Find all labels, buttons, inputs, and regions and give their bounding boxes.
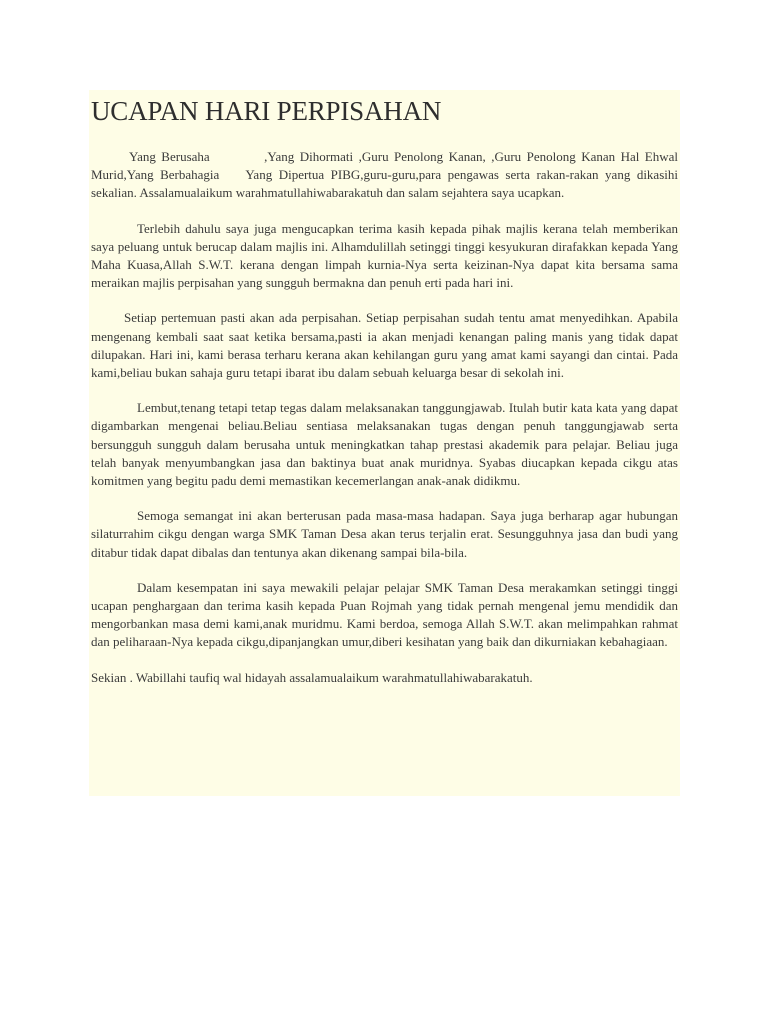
paragraph-greeting: Yang Berusaha ,Yang Dihormati ,Guru Penolong Kanan, ,Guru Penolong Kanan Hal Ehwal Murid,Yang Berbahagia Yang Dipertua PIBG,guru-guru,para pengawas serta rakan-rakan yang dikasihi sekalian. Assalamualaikum warahmatullahiwabarakatuh dan salam sejahtera saya ucapkan. xyxy=(91,149,678,201)
paragraph-closing: Sekian . Wabillahi taufiq wal hidayah assalamualaikum warahmatullahiwabarakatuh. xyxy=(91,669,533,685)
paragraph-praise: Lembut,tenang tetapi tetap tegas dalam melaksanakan tanggungjawab. Itulah butir kata kata yang dapat digambarkan mengenai beliau.Beliau sentiasa melaksanakan tugas dengan penuh tanggungjawab serta bersungguh sungguh dalam berusaha untuk meningkatkan tahap prestasi akademik para pelajar. Beliau juga telah banyak menyumbangkan jasa dan baktinya buat anak muridnya. Syabas diucapkan kepada cikgu atas komitmen yang begitu padu demi memastikan kecemerlangan anak-anak didikmu. xyxy=(91,400,678,489)
paragraph-farewell: Setiap pertemuan pasti akan ada perpisahan. Setiap perpisahan sudah tentu amat menyedihkan. Apabila mengenang kembali saat saat ketika bersama,pasti ia akan menjadi kenangan paling manis yang tidak dapat dilupakan. Hari ini, kami berasa terharu kerana akan kehilangan guru yang amat kami sayangi dan cintai. Pada kami,beliau bukan sahaja guru tetapi ibarat ibu dalam sebuah keluarga besar di sekolah ini. xyxy=(91,310,678,381)
document-title: UCAPAN HARI PERPISAHAN xyxy=(91,96,442,126)
paragraph-appreciation: Dalam kesempatan ini saya mewakili pelajar pelajar SMK Taman Desa merakamkan setinggi tinggi ucapan penghargaan dan terima kasih kepada Puan Rojmah yang tidak pernah mengenal jemu mendidik dan mengorbankan masa demi kami,anak muridmu. Kami berdoa, semoga Allah S.W.T. akan melimpahkan rahmat dan peliharaan-Nya kepada cikgu,dipanjangkan umur,diberi kesihatan yang baik dan dikurniakan kebahagiaan. xyxy=(91,579,678,650)
paragraph-thanks: Terlebih dahulu saya juga mengucapkan terima kasih kepada pihak majlis kerana telah memberikan saya peluang untuk berucap dalam majlis ini. Alhamdulillah setinggi tinggi kesyukuran dirafakkan kepada Yang Maha Kuasa,Allah S.W.T. kerana dengan limpah kurnia-Nya serta keizinan-Nya dapat kita bersama sama meraikan majlis perpisahan yang sungguh bermakna dan penuh erti pada hari ini. xyxy=(91,220,678,291)
paragraph-hope: Semoga semangat ini akan berterusan pada masa-masa hadapan. Saya juga berharap agar hubungan silaturrahim cikgu dengan warga SMK Taman Desa akan terus terjalin erat. Sesungguhnya jasa dan budi yang ditabur tidak dapat dibalas dan tentunya akan dikenang sampai bila-bila. xyxy=(91,508,678,560)
document-text-block xyxy=(89,90,680,796)
